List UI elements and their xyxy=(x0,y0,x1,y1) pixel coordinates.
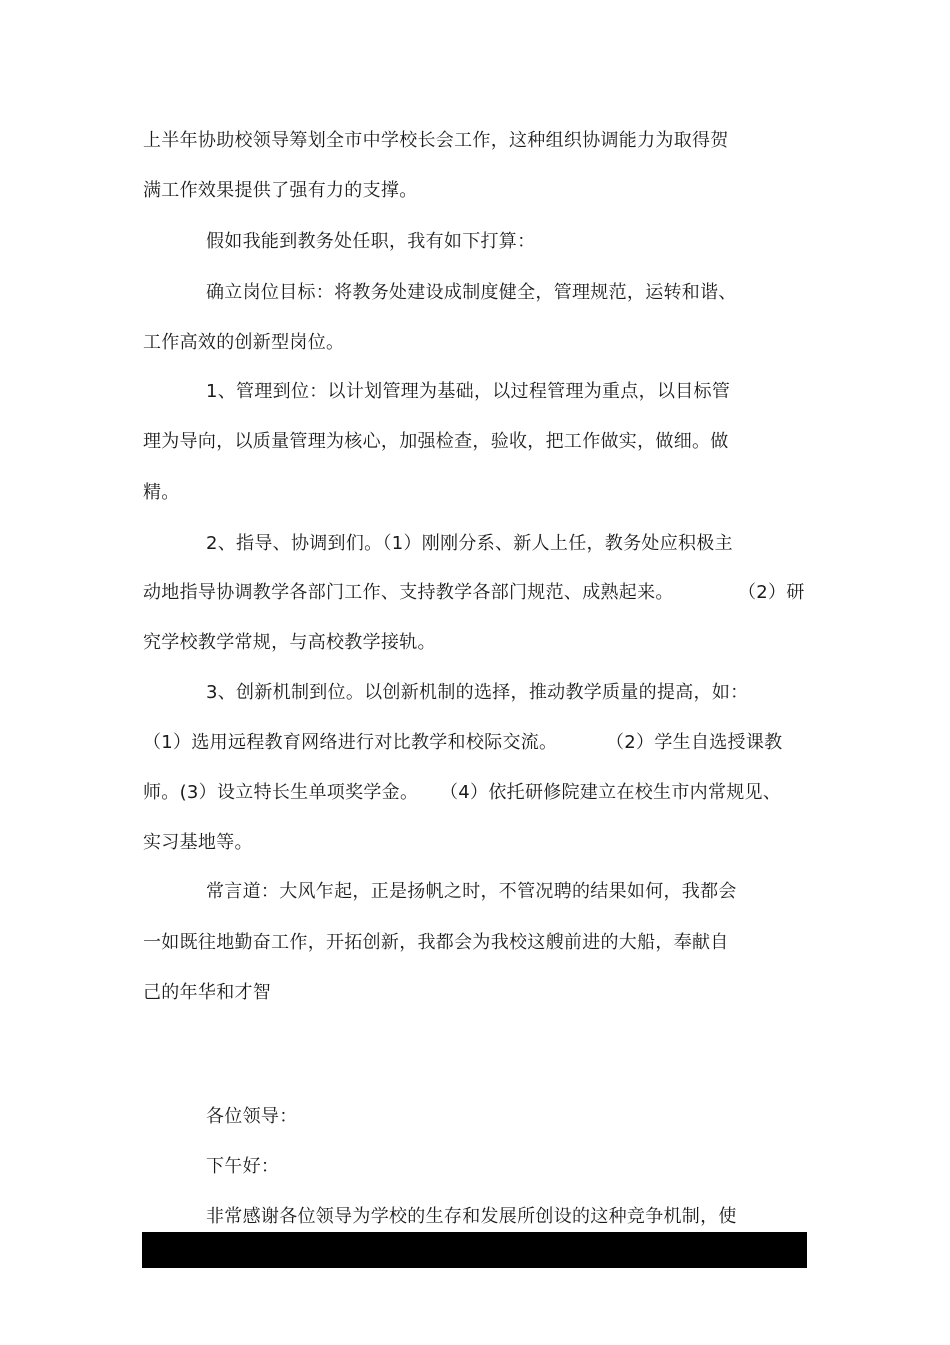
text-line-8: 精。 xyxy=(143,482,180,503)
text-line-12: 3、创新机制到位。以创新机制的选择，推动教学质量的提高，如： xyxy=(206,682,749,703)
text-line-19: 各位领导： xyxy=(206,1106,298,1127)
text-line-3: 假如我能到教务处任职，我有如下打算： xyxy=(206,231,536,252)
text-line-10b: （2）研 xyxy=(738,582,805,603)
text-line-21: 非常感谢各位领导为学校的生存和发展所创设的这种竞争机制，使 xyxy=(206,1206,737,1227)
text-line-5: 工作高效的创新型岗位。 xyxy=(143,332,345,353)
text-line-13: （1）选用远程教育网络进行对比教学和校际交流。 xyxy=(143,732,558,753)
text-line-15: 实习基地等。 xyxy=(143,832,253,853)
text-line-14: 师。(3）设立特长生单项奖学金。 xyxy=(143,782,419,803)
text-line-2: 满工作效果提供了强有力的支撑。 xyxy=(143,180,418,201)
text-line-16: 常言道：大风乍起，正是扬帆之时，不管况聘的结果如何，我都会 xyxy=(206,881,737,902)
text-line-20: 下午好： xyxy=(206,1156,280,1177)
text-line-13b: （2）学生自选授课教 xyxy=(606,732,783,753)
text-line-14b: （4）依托研修院建立在校生市内常规见、 xyxy=(440,782,782,803)
text-line-1: 上半年协助校领导筹划全市中学校长会工作，这种组织协调能力为取得贺 xyxy=(143,130,729,151)
text-line-17: 一如既往地勤奋工作，开拓创新，我都会为我校这艘前进的大船，奉献自 xyxy=(143,932,729,953)
text-line-9: 2、指导、协调到们。（1）刚刚分系、新人上任，教务处应积极主 xyxy=(206,533,733,554)
text-line-11: 究学校教学常规，与高校教学接轨。 xyxy=(143,632,436,653)
text-line-7: 理为导向，以质量管理为核心，加强检查，验收，把工作做实，做细。做 xyxy=(143,431,729,452)
text-line-10: 动地指导协调教学各部门工作、支持教学各部门规范、成熟起来。 xyxy=(143,582,674,603)
text-line-4: 确立岗位目标：将教务处建设成制度健全，管理规范，运转和谐、 xyxy=(206,282,737,303)
black-redaction-bar xyxy=(142,1232,807,1268)
text-line-18: 己的年华和才智 xyxy=(143,982,272,1003)
text-line-6: 1、管理到位：以计划管理为基础，以过程管理为重点，以目标管 xyxy=(206,381,731,402)
